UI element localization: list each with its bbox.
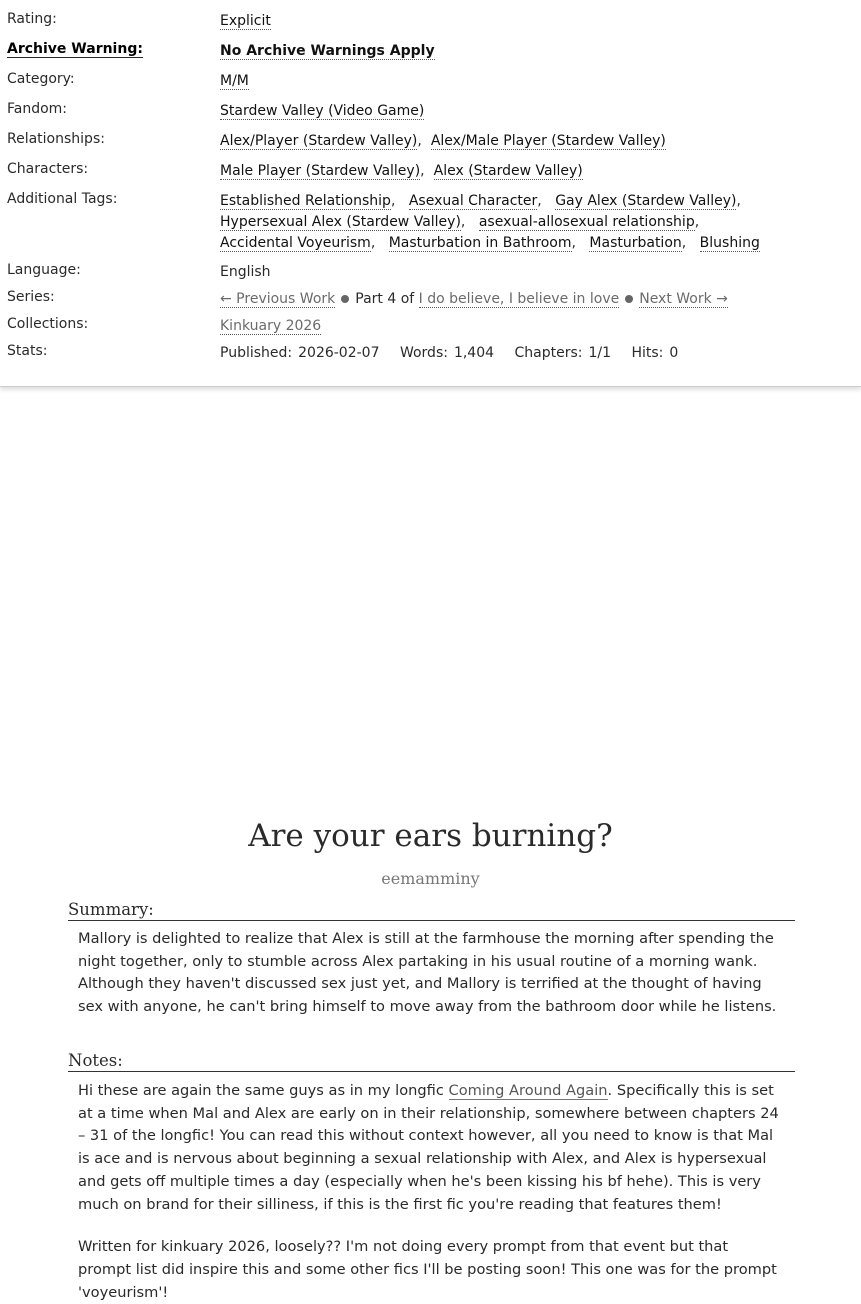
work-meta: Rating: Explicit Archive Warning: No Archive Warnings Apply Category: M/M Fandom: Stardew Valley (Video Game) Relationships: Alex/Player (Stardew Valley), Alex/Male Player (Stardew Valley) Characters: Male Player (Stardew Valley), Alex (Stardew Valley) Additional Tags: Established Relationship, Asexual Character, Gay Alex (Stardew Valley), Hypersexual Alex (Stardew Valley), asexual-allosexual relationship, Accidental Voyeurism, Masturbation in Bathroom, Masturbation, Blushing Language: English Series: ← Previous Work Part 4 of I do believe, I believe in love Next Work → Collections: Kinkuary 2026 Stats: Published: 2026-02-07 Words: 1,404 Chapters: 1/1 Hits: 0 bbox=[0, 0, 861, 387]
hits-value: 0 bbox=[669, 345, 679, 361]
freeform-tag[interactable]: Gay Alex (Stardew Valley) bbox=[555, 193, 737, 209]
category-tag[interactable]: M/M bbox=[220, 73, 249, 89]
notes-text bbox=[78, 1080, 783, 1304]
category-label: Category: bbox=[7, 71, 75, 87]
published-label: Published: bbox=[220, 345, 293, 361]
notes-text-start: Hi these are again the same guys as in my longfic bbox=[78, 1082, 449, 1099]
language-label: Language: bbox=[7, 262, 81, 278]
rating-label: Rating: bbox=[7, 11, 57, 27]
series-label: Series: bbox=[7, 289, 55, 305]
collections-label: Collections: bbox=[7, 316, 89, 332]
words-value: 1,404 bbox=[453, 345, 495, 361]
character-tag[interactable]: Alex (Stardew Valley) bbox=[433, 163, 583, 179]
chapters-label: Chapters: bbox=[514, 345, 583, 361]
fandom-label: Fandom: bbox=[7, 101, 68, 117]
freeform-tag[interactable]: asexual-allosexual relationship bbox=[478, 214, 695, 230]
longfic-link[interactable]: Coming Around Again bbox=[448, 1082, 608, 1099]
summary-heading: Summary: bbox=[68, 900, 795, 921]
series-part: Part 4 of bbox=[355, 291, 415, 307]
collection-link[interactable]: Kinkuary 2026 bbox=[220, 318, 322, 334]
bullet-icon bbox=[341, 295, 349, 303]
summary-text bbox=[78, 928, 783, 1019]
freeform-tag[interactable]: Established Relationship bbox=[220, 193, 391, 209]
freeform-tag[interactable]: Masturbation bbox=[589, 235, 682, 251]
previous-work-link[interactable]: ← Previous Work bbox=[220, 291, 336, 307]
notes-text-end: . Specifically this is set at a time when Mal and Alex are early on in their relationship, somewhere between chapters 24 – 31 of the longfic! You can read this without context however, all you need to know is that Mal is ace and is nervous about beginning a sexual relationship with Alex, and Alex is hypersexual and gets off multiple times a day (especially when he's been kissing his bf hehe). This is very much on brand for their silliness, if this is the first fic you're reading that features them! bbox=[78, 1082, 779, 1213]
freeform-tag[interactable]: Asexual Character bbox=[408, 193, 538, 209]
characters-label: Characters: bbox=[7, 161, 89, 177]
archive-warning-label[interactable]: Archive Warning: bbox=[7, 41, 143, 57]
warning-tag[interactable]: No Archive Warnings Apply bbox=[220, 43, 435, 59]
bullet-icon bbox=[625, 295, 633, 303]
additional-tags-label: Additional Tags: bbox=[7, 191, 118, 207]
notes-paragraph-2: Written for kinkuary 2026, loosely?? I'm not doing every prompt from that event but that prompt list did inspire this and some other fics I'll be posting soon! This one was for the prompt 'voyeurism'! bbox=[78, 1238, 777, 1301]
chapters-value: 1/1 bbox=[588, 345, 612, 361]
notes-paragraph bbox=[78, 1080, 783, 1216]
relationship-tag[interactable]: Alex/Player (Stardew Valley) bbox=[220, 133, 418, 149]
work-title: Are your ears burning? bbox=[248, 818, 613, 854]
hits-label: Hits: bbox=[631, 345, 664, 361]
author-name[interactable]: eemamminy bbox=[381, 869, 480, 888]
stats-label: Stats: bbox=[7, 343, 48, 359]
summary-paragraph: Mallory is delighted to realize that Alex is still at the farmhouse the morning after spending the night together, only to stumble across Alex partaking in his usual routine of a morning wank. Although they haven't discussed sex just yet, and Mallory is terrified at the thought of having sex with anyone, he can't bring himself to move away from the bathroom door while he listens. bbox=[78, 930, 777, 1016]
fandom-tag[interactable]: Stardew Valley (Video Game) bbox=[220, 103, 425, 119]
freeform-tag[interactable]: Masturbation in Bathroom bbox=[388, 235, 572, 251]
freeform-tag[interactable]: Accidental Voyeurism bbox=[220, 235, 371, 251]
rating-tag[interactable]: Explicit bbox=[220, 13, 271, 29]
freeform-tag[interactable]: Blushing bbox=[699, 235, 760, 251]
words-label: Words: bbox=[399, 345, 448, 361]
next-work-link[interactable]: Next Work → bbox=[639, 291, 728, 307]
relationships-label: Relationships: bbox=[7, 131, 105, 147]
relationship-tag[interactable]: Alex/Male Player (Stardew Valley) bbox=[430, 133, 666, 149]
freeform-tag[interactable]: Hypersexual Alex (Stardew Valley) bbox=[220, 214, 461, 230]
language-value: English bbox=[220, 264, 271, 280]
series-link[interactable]: I do believe, I believe in love bbox=[418, 291, 620, 307]
notes-heading: Notes: bbox=[68, 1051, 795, 1072]
published-value: 2026-02-07 bbox=[298, 345, 380, 361]
character-tag[interactable]: Male Player (Stardew Valley) bbox=[220, 163, 421, 179]
